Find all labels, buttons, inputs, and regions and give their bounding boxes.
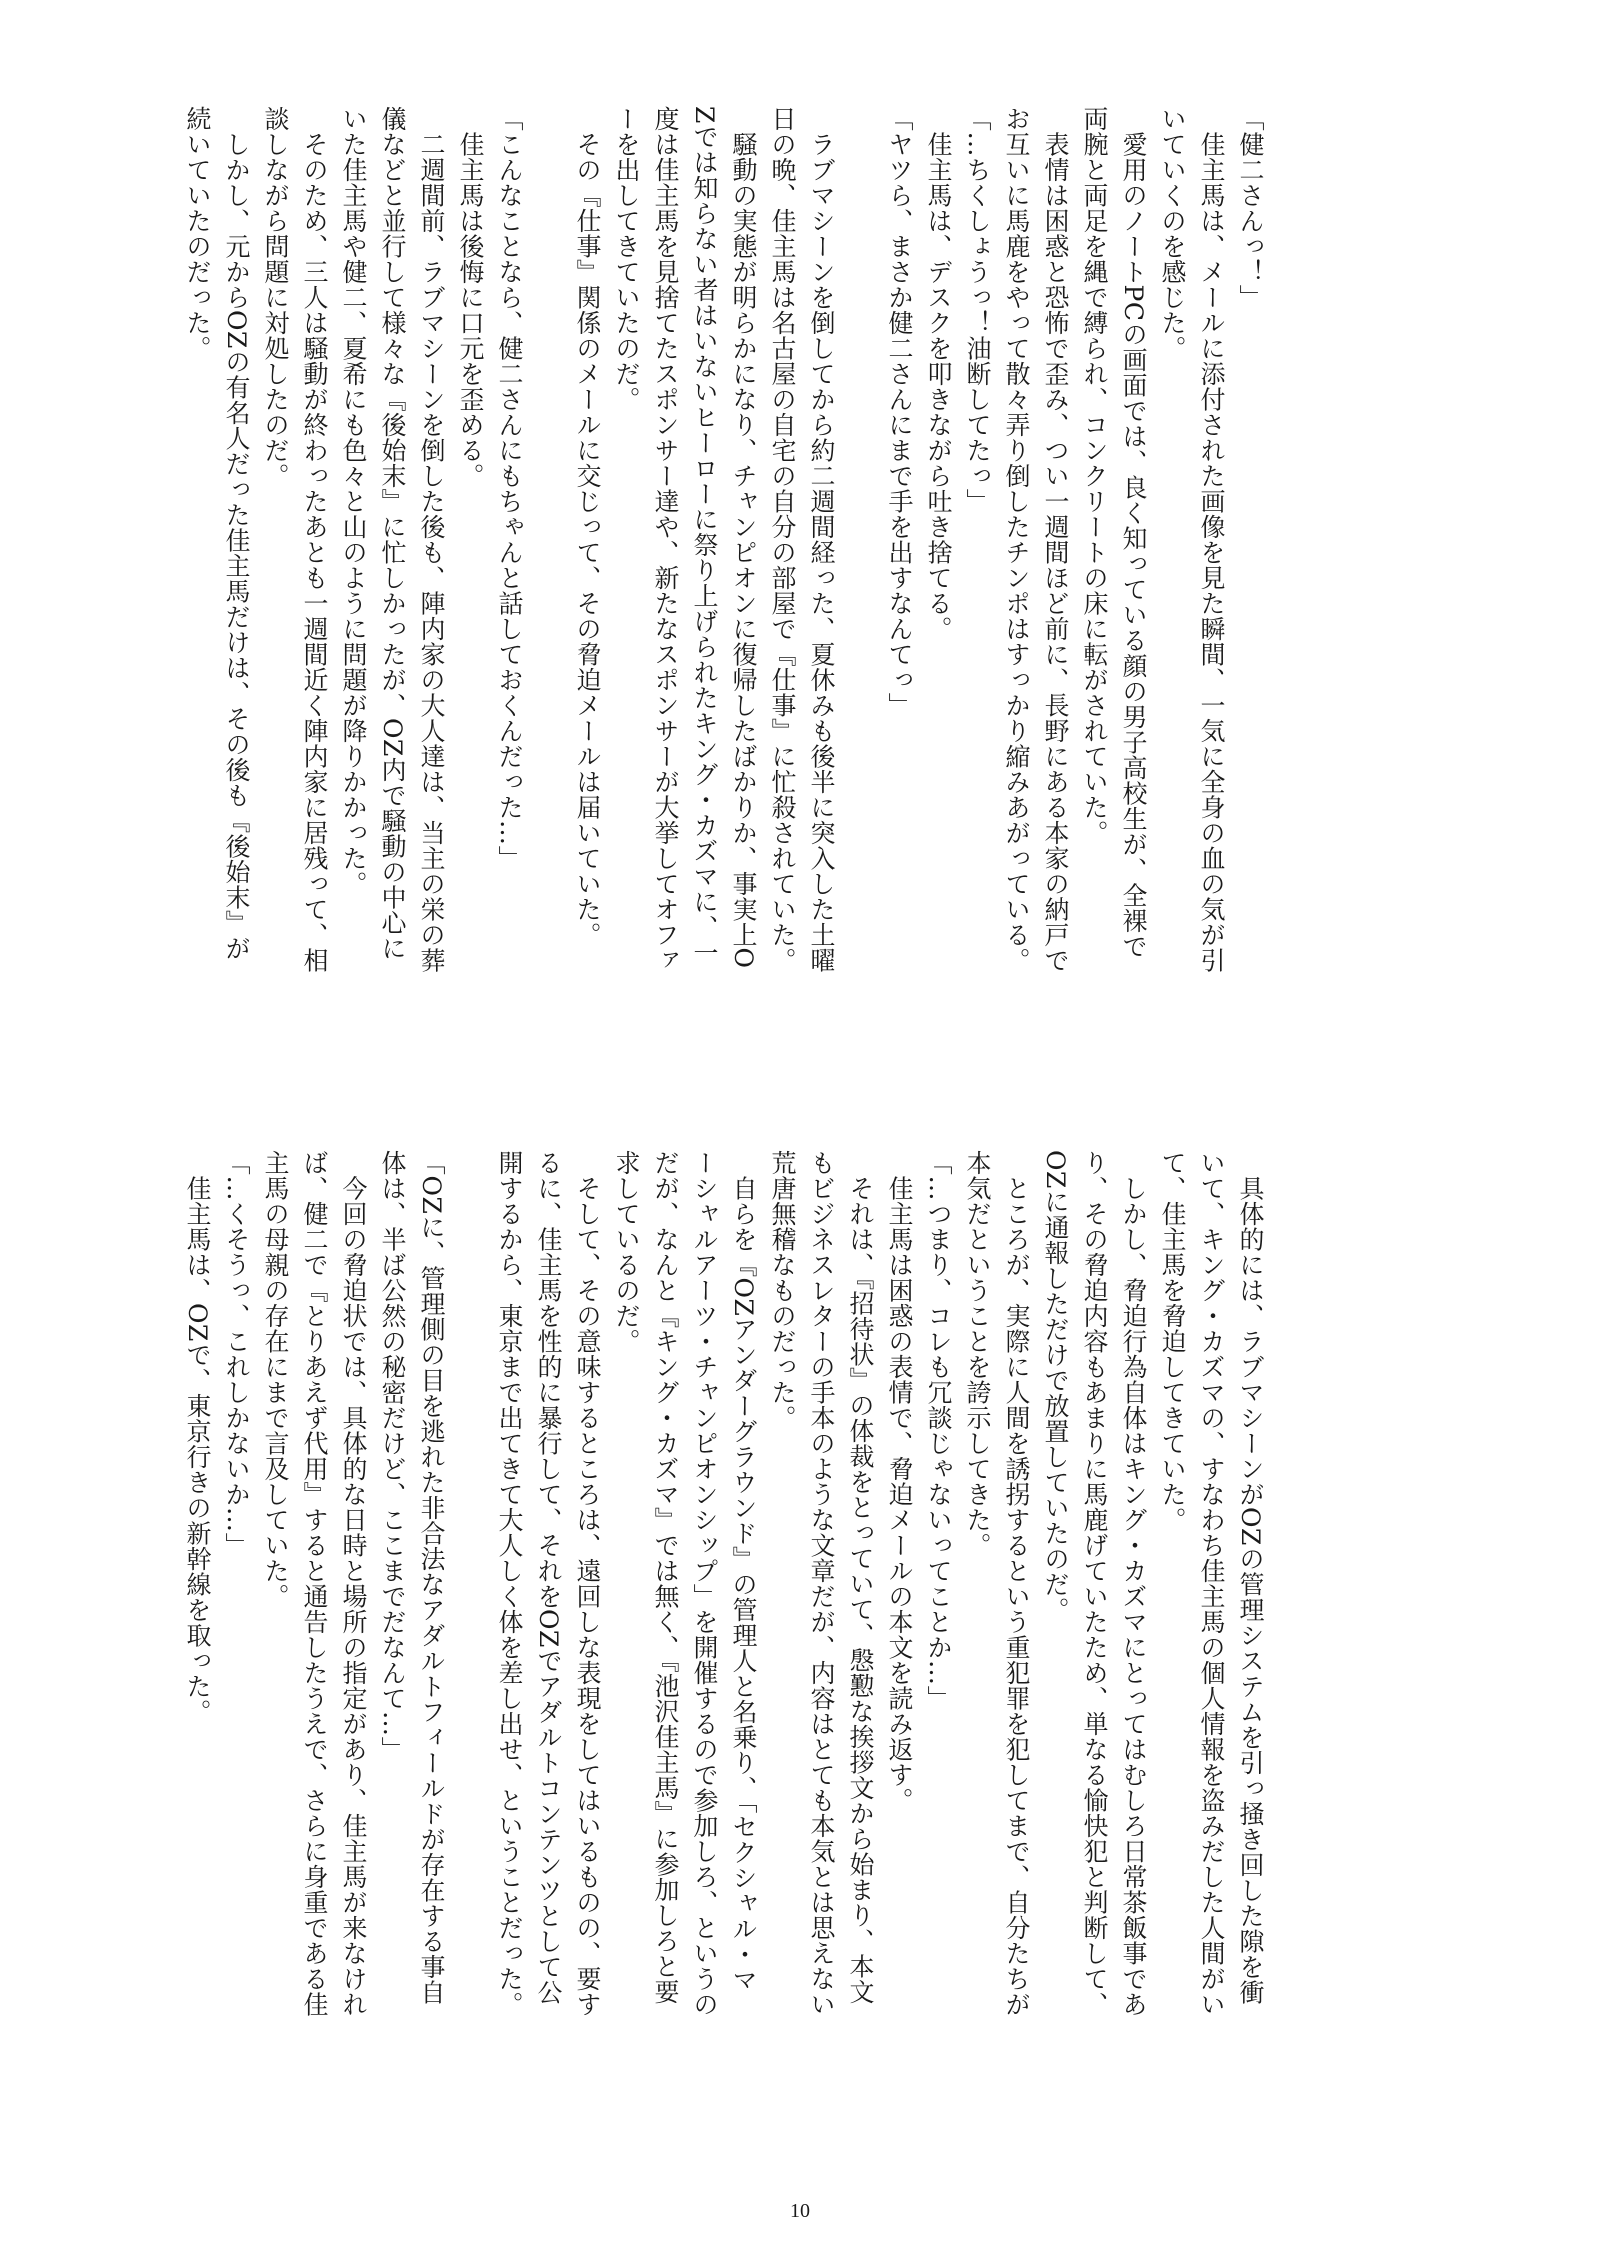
text-line: ば、健二で『とりあえず代用』すると通告したうえで、さらに身重である佳 <box>300 1150 329 2017</box>
text-line: 儀などと並行して様々な『後始末』に忙しかったが、OZ内で騒動の中心に <box>378 106 407 961</box>
text-line: 「こんなことなら、健二さんにもちゃんと話しておくんだった…」 <box>495 106 524 871</box>
blank-line <box>529 106 568 1006</box>
text-line: 求しているのだ。 <box>612 1150 641 1354</box>
text-line: 度は佳主馬を見捨てたスポンサー達や、新たなスポンサーが大挙してオファ <box>651 106 680 973</box>
text-line: 「…ちくしょうっ！油断してたっ」 <box>963 106 992 514</box>
text-line: 佳主馬は、OZで、東京行きの新幹線を取った。 <box>183 1150 212 1725</box>
text-line: 荒唐無稽なものだった。 <box>768 1150 797 1431</box>
text-line: 自らを『OZアンダーグラウンド』の管理人と名乗り、「セクシャル・マ <box>729 1150 758 1993</box>
text-line: いて、キング・カズマの、すなわち佳主馬の個人情報を盗みだした人間がい <box>1197 1150 1226 2017</box>
text-line: いていくのを感じた。 <box>1158 106 1187 361</box>
text-line: いた佳主馬や健二、夏希にも色々と山のように問題が降りかかった。 <box>339 106 368 897</box>
text-line: そして、その意味するところは、遠回しな表現をしてはいるものの、要す <box>573 1150 602 2017</box>
text-line: 佳主馬は、メールに添付された画像を見た瞬間、一気に全身の血の気が引 <box>1197 106 1226 973</box>
text-line: ーを出してきていたのだ。 <box>612 106 641 412</box>
text-line: しかし、脅迫行為自体はキング・カズマにとってはむしろ日常茶飯事であ <box>1119 1150 1148 2017</box>
text-line: 談しながら問題に対処したのだ。 <box>261 106 290 489</box>
text-line: ラブマシーンを倒してから約二週間経った、夏休みも後半に突入した土曜 <box>807 106 836 973</box>
text-line: 二週間前、ラブマシーンを倒した後も、陣内家の大人達は、当主の栄の葬 <box>417 106 446 973</box>
text-line: 具体的には、ラブマシーンがOZの管理システムを引っ掻き回した隙を衝 <box>1236 1150 1265 2005</box>
text-line: その『仕事』関係のメールに交じって、その脅迫メールは届いていた。 <box>573 106 602 948</box>
text-line: 「OZに、管理側の目を逃れた非合法なアダルトフィールドが存在する事自 <box>417 1150 446 2005</box>
text-line: 「健二さんっ！」 <box>1236 106 1265 310</box>
text-line: 本気だということを誇示してきた。 <box>963 1150 992 1558</box>
text-line: だが、なんと『キング・カズマ』では無く、『池沢佳主馬』に参加しろと要 <box>651 1150 680 2005</box>
blank-line <box>451 1150 490 2050</box>
text-line: 佳主馬は困惑の表情で、脅迫メールの本文を読み返す。 <box>885 1150 914 1813</box>
text-line: しかし、元からOZの有名人だった佳主馬だけは、その後も『後始末』が <box>222 106 251 961</box>
text-line: それは、『招待状』の体裁をとっていて、慇懃な挨拶文から始まり、本文 <box>846 1150 875 2005</box>
text-line: り、その脅迫内容もあまりに馬鹿げていたため、単なる愉快犯と判断して、 <box>1080 1150 1109 2017</box>
text-line: 表情は困惑と恐怖で歪み、つい一週間ほど前に、長野にある本家の納戸で <box>1041 106 1070 973</box>
text-line: 「ヤツら、まさか健二さんにまで手を出すなんてっ」 <box>885 106 914 718</box>
text-line: 「…くそうっ、これしかないか…」 <box>222 1150 251 1558</box>
text-line: 騒動の実態が明らかになり、チャンピオンに復帰したばかりか、事実上O <box>729 106 758 969</box>
text-line: 佳主馬は、デスクを叩きながら吐き捨てる。 <box>924 106 953 642</box>
text-line: 今回の脅迫状では、具体的な日時と場所の指定があり、佳主馬が来なけれ <box>339 1150 368 2017</box>
text-line: るに、佳主馬を性的に暴行して、それをOZでアダルトコンテンツとして公 <box>534 1150 563 2005</box>
text-line: そのため、三人は騒動が終わったあとも一週間近く陣内家に居残って、相 <box>300 106 329 973</box>
text-line: 体は、半ば公然の秘密だけど、ここまでだなんて…」 <box>378 1150 407 1762</box>
text-line: 日の晩、佳主馬は名古屋の自宅の自分の部屋で『仕事』に忙殺されていた。 <box>768 106 797 973</box>
blank-line <box>841 106 880 1006</box>
text-line: ところが、実際に人間を誘拐するという重犯罪を犯してまで、自分たちが <box>1002 1150 1031 2017</box>
text-line: OZに通報しただけで放置していたのだ。 <box>1041 1150 1070 1623</box>
text-line: お互いに馬鹿をやって散々弄り倒したチンポはすっかり縮みあがっている。 <box>1002 106 1031 973</box>
text-line: 開するから、東京まで出てきて大人しく体を差し出せ、ということだった。 <box>495 1150 524 2017</box>
text-line: 「…つまり、コレも冗談じゃないってことか…」 <box>924 1150 953 1711</box>
bottom-text-block <box>178 1150 1270 2050</box>
text-line: 佳主馬は後悔に口元を歪める。 <box>456 106 485 489</box>
text-line: Zでは知らない者はいないヒーローに祭り上げられたキング・カズマに、一 <box>690 106 719 966</box>
text-line: 両腕と両足を縄で縛られ、コンクリートの床に転がされていた。 <box>1080 106 1109 846</box>
text-line: 愛用のノートPCの画面では、良く知っている顔の男子高校生が、全裸で <box>1119 106 1148 959</box>
page-number: 10 <box>790 2200 810 2222</box>
top-text-block <box>178 106 1270 1006</box>
text-line: 続いていたのだった。 <box>183 106 212 361</box>
text-line: ーシャルアーツ・チャンピオンシップ」を開催するので参加しろ、というの <box>690 1150 719 2017</box>
text-line: て、佳主馬を脅迫してきていた。 <box>1158 1150 1187 1533</box>
text-line: もビジネスレターの手本のような文章だが、内容はとても本気とは思えない <box>807 1150 836 2017</box>
text-line: 主馬の母親の存在にまで言及していた。 <box>261 1150 290 1609</box>
